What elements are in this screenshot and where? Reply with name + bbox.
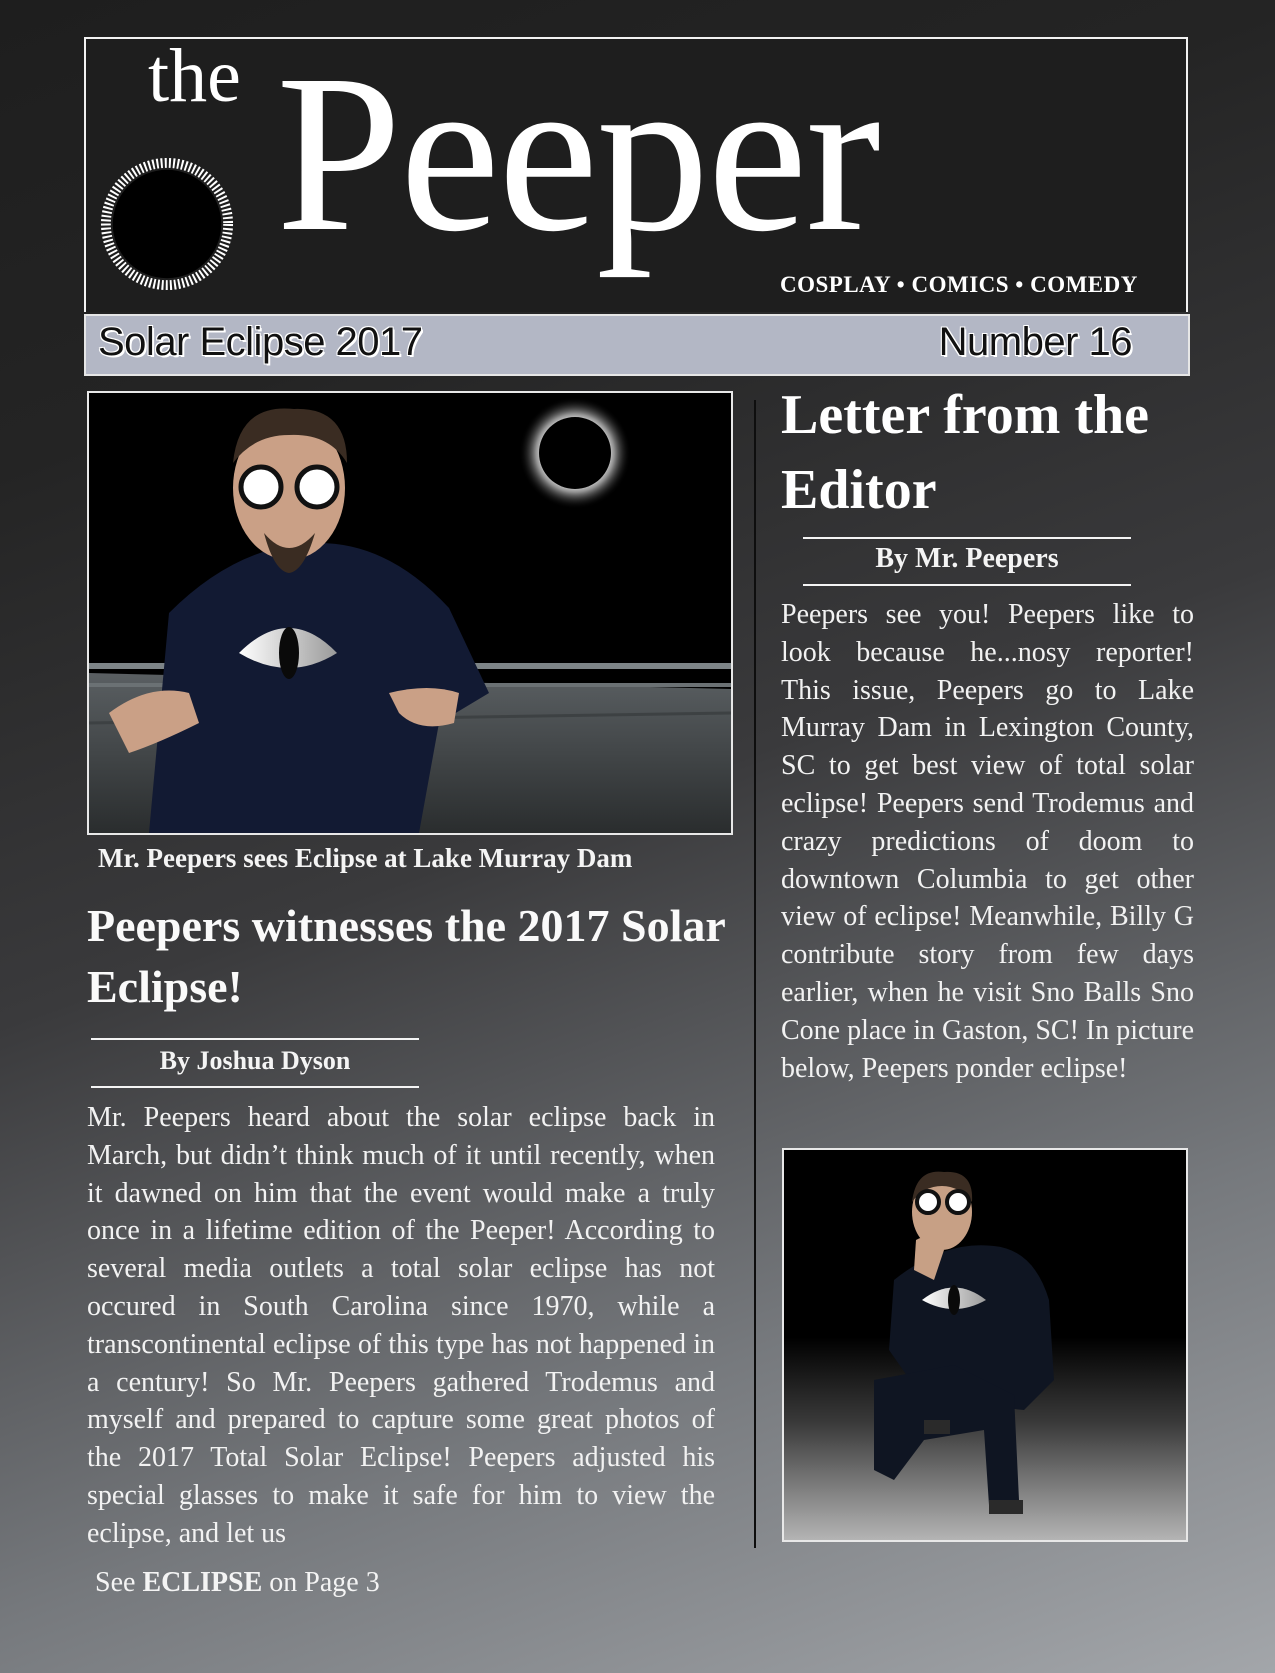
continuation-prefix: See [95, 1567, 136, 1598]
eclipse-ring-icon [98, 155, 236, 293]
byline-rule-bottom [91, 1086, 419, 1088]
photo-caption: Mr. Peepers sees Eclipse at Lake Murray Dam [98, 843, 633, 873]
issue-edition: Solar Eclipse 2017 [98, 320, 423, 364]
masthead-title: Peeper [276, 28, 879, 278]
main-byline: By Joshua Dyson [159, 1046, 351, 1075]
column-divider [754, 400, 756, 1548]
byline-rule-top [91, 1038, 419, 1040]
main-article-body: Mr. Peepers heard about the solar eclipse back in March, but didn’t think much of it until recently, when it dawned on him that the event would make a truly once in a lifetime edition of the Peeper! According to several media outlets a total solar eclipse has not occured in South Carolina since 1970, while a transcontinental eclipse of this type has not happened in a century! So Mr. Peepers gathered Trodemus and myself and prepared to capture some great photos of the 2017 Total Solar Eclipse! Peepers adjusted his special glasses to make it safe for him to view the eclipse, and let us [87, 1102, 715, 1549]
main-headline: Peepers witnesses the 2017 Solar Eclipse! [87, 900, 725, 1012]
editor-byline-rule-bottom [803, 584, 1131, 586]
issue-bar [84, 314, 1190, 376]
masthead-the: the [148, 34, 241, 118]
continuation-suffix: on Page 3 [269, 1567, 380, 1598]
side-photo [782, 1148, 1188, 1542]
continuation-keyword: ECLIPSE [142, 1567, 263, 1598]
editor-byline-rule-top [803, 537, 1131, 539]
main-photo [87, 391, 733, 835]
editor-headline: Letter from the Editor [781, 384, 1149, 521]
editor-letter-body: Peepers see you! Peepers like to look because he...nosy reporter! This issue, Peepers go to Lake Murray Dam in Lexington County, SC to get best view of total solar eclipse! Peepers send Trodemus and crazy predictions of doom to downtown Columbia to get other view of eclipse! Meanwhile, Billy G contribute story from few days earlier, when he visit Sno Balls Sno Cone place in Gaston, SC! In picture below, Peepers ponder eclipse! [781, 599, 1194, 1084]
continuation-line [95, 1567, 380, 1599]
tagline: COSPLAY • COMICS • COMEDY [780, 272, 1138, 297]
editor-byline: By Mr. Peepers [875, 543, 1059, 574]
issue-number: Number 16 [938, 320, 1132, 364]
